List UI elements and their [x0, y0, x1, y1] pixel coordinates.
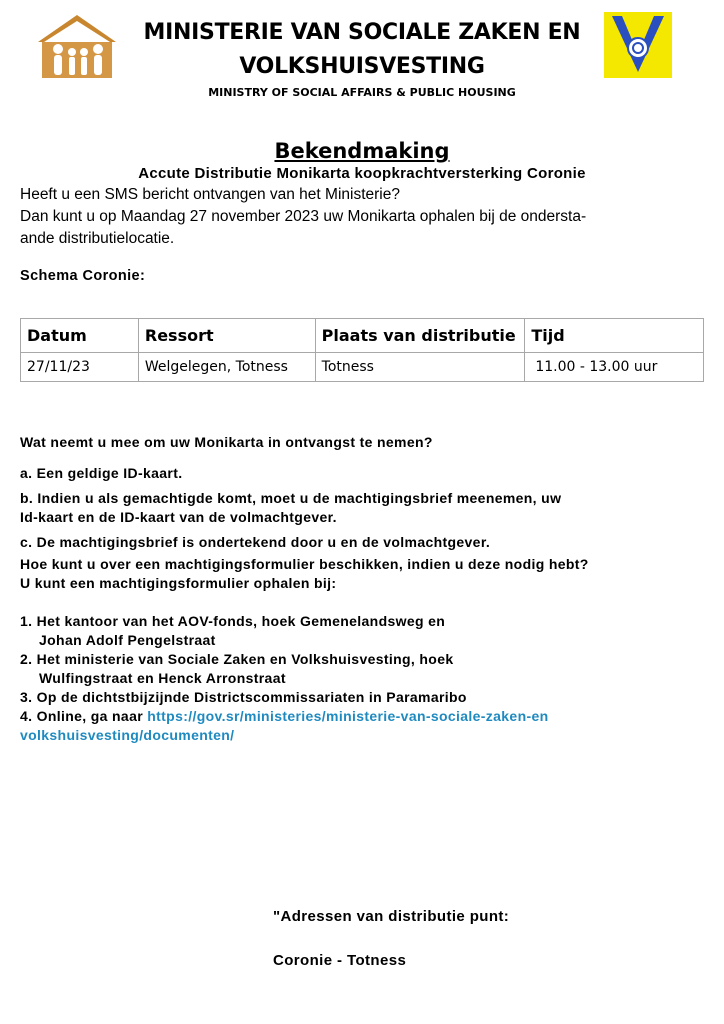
notice-subtitle: Accute Distributie Monikarta koopkrachtversterking Coronie	[138, 165, 586, 182]
intro-line: Dan kunt u op Maandag 27 november 2023 uw Monikarta ophalen bij de ondersta-	[20, 208, 587, 225]
online-prefix: 4. Online, ga naar	[20, 708, 148, 724]
list-item: 2. Het ministerie van Sociale Zaken en Volkshuisvesting, hoek	[20, 651, 454, 667]
list-item: c. De machtigingsbrief is ondertekend door u en de volmachtgever.	[20, 534, 491, 550]
list-item: 3. Op de dichtstbijzijnde Districtscommissariaten in Paramaribo	[20, 689, 467, 705]
documents-link-continuation[interactable]: volkshuisvesting/documenten/	[20, 727, 235, 743]
forms-question-line1: Hoe kunt u over een machtigingsformulier beschikken, indien u deze nodig hebt?	[20, 556, 589, 572]
address-value: Coronie - Totness	[273, 952, 407, 969]
schedule-table	[20, 318, 704, 382]
list-item	[20, 707, 710, 726]
forms-question	[20, 555, 710, 593]
cell-datum: 27/11/23	[21, 353, 139, 382]
family-house-logo-icon	[36, 12, 118, 82]
list-item: 1. Het kantoor van het AOV-fonds, hoek Gemenelandsweg en	[20, 613, 446, 629]
notice-title: Bekendmaking	[274, 139, 450, 163]
address-label: "Adressen van distributie punt:	[273, 908, 510, 925]
ministry-title	[120, 16, 604, 84]
forms-locations-list	[20, 612, 710, 745]
forms-question-line2: U kunt een machtigingsformulier ophalen bij:	[20, 575, 337, 591]
list-item: a. Een geldige ID-kaart.	[20, 465, 183, 481]
ministry-title-line2: VOLKSHUISVESTING	[239, 54, 485, 79]
schema-label: Schema Coronie:	[20, 268, 146, 284]
header-datum: Datum	[21, 319, 139, 353]
list-item-continuation: Wulfingstraat en Henck Arronstraat	[39, 670, 286, 686]
cell-ressort: Welgelegen, Totness	[138, 353, 315, 382]
header-tijd: Tijd	[525, 319, 704, 353]
ministry-title-line1: MINISTERIE VAN SOCIALE ZAKEN EN	[143, 20, 581, 45]
intro-line: ande distributielocatie.	[20, 230, 175, 247]
list-item: Id-kaart en de ID-kaart van de volmachtgever.	[20, 509, 337, 525]
table-row	[21, 353, 704, 382]
cell-plaats: Totness	[315, 353, 525, 382]
table-header-row	[21, 319, 704, 353]
list-item-continuation: Johan Adolf Pengelstraat	[39, 632, 216, 648]
notice-intro	[20, 184, 710, 250]
list-item: b. Indien u als gemachtigde komt, moet u de machtigingsbrief meenemen, uw	[20, 490, 562, 506]
aov-logo-icon	[604, 12, 672, 78]
ministry-subtitle: MINISTRY OF SOCIAL AFFAIRS & PUBLIC HOUSING	[208, 86, 516, 99]
header-plaats: Plaats van distributie	[315, 319, 525, 353]
requirements-list	[20, 464, 710, 552]
requirements-question: Wat neemt u mee om uw Monikarta in ontvangst te nemen?	[20, 434, 433, 450]
documents-link[interactable]: https://gov.sr/ministeries/ministerie-van-sociale-zaken-en	[147, 708, 549, 724]
intro-line: Heeft u een SMS bericht ontvangen van het Ministerie?	[20, 186, 400, 203]
cell-tijd: 11.00 - 13.00 uur	[525, 353, 704, 382]
header-ressort: Ressort	[138, 319, 315, 353]
